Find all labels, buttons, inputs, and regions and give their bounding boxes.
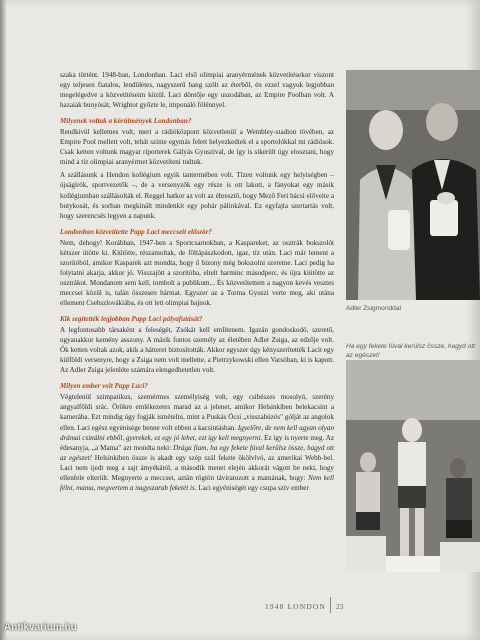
interview-question: Milyen ember volt Papp Laci? bbox=[60, 382, 148, 391]
quote-text: Igyelőre, de nem kell ugyan olyan drámai csinálni ebből, gyerekek, ez egy jó lehet, ezt így kell megnyerni. bbox=[60, 423, 335, 442]
interview-question: Kik segítették legjobban Papp Laci pályafutását? bbox=[60, 315, 203, 324]
paragraph-text: Helsinkiben össze is akadt egy szép szál fekete ökölvívó, az amerikai Webb-bel. Laci nem ijedt meg a sajt ámyékától, a második menet elején akkorát vágott be neki, hogy ellenfele elterült. Megnyerte a meccset, aztán rögtön táviratozott a mamának, hogy: bbox=[60, 453, 334, 482]
quote-text: Drága fiam, ha egy fekete fúval kerülsz össze, hagyd ott az egészet! bbox=[60, 443, 334, 462]
interview-question: Milyenek voltak a körülmények Londonban? bbox=[60, 117, 192, 126]
photo-caption: Adler Zsigmonddal bbox=[346, 305, 401, 312]
footer-divider bbox=[330, 597, 331, 613]
page-gutter bbox=[0, 0, 6, 640]
photo-illustration bbox=[346, 70, 480, 300]
paragraph: A szállásunk a Hendon kollégium egyik tantermében volt. Tízen voltunk egy helyiségben – újságírók, sportvezetők –, de a versenyzők egy része is ott lakott, a fányokat egy másik kollégiumban szállásolták el. Reggel hatkor az volt az ébresztő, hogy Mező Feri bácsi előveite a butykosát, és sorban megkínált mindenkit egy pohár pálinkával. Ez egyfajta szertartás volt, hogy szerencsés legyen a napunk. bbox=[60, 171, 334, 220]
paragraph-text: Végtelenül szimpatikus, szemérmes személyiség volt, egy csibészes mosolyú, szerény angyalföldi srác. Örökre emlékezetes marad az a jelenet, amikor Helsinkiben belekacsint a kamerába. Ezt mindig úgy fogják ismételni, mint a Puskás Öcsi „visszahúzós" gólját az angolok ellen. Laci egész egyénisége benne volt ebben a kacsintásban. bbox=[60, 393, 334, 432]
watermark-logo: Antikvarium.hu bbox=[4, 622, 77, 633]
paragraph: Nem, dehogy! Korábban, 1947-ben a Sportcsarnokban, a Kaspareket, az osztrák bokszolót kétszer ütötte ki. Kiütötte, részamoltak, de föltápászkodott, igaz, tíz után. Laci már lement a szorítóból, amikor Kasparek azt mondta, hogy ő bizony még bokszolni szeretne. Laci pedig ha folytatni akarja, akkor jó. Visszajött a szorítóba, eltelt harminc másodperc, és újra kiütötte az osztrákot. Mondanom sem kell, tombolt a publikum... És közvetítettem a nagyon kevés vesztes meccsei közül is, talán összesen hármat. Egyszer az a Torma Gyuszi verte meg, aki utána ellement Csehszlovákiába, és ott lett olimpiai bajnok. bbox=[60, 238, 334, 307]
paragraph: szaka történt. 1948-ban, Londonban. Laci első olimpiai aranyérmének közvetítésekor viszont egy teljesen fiatalos, lendületes, nagyszerű hang szólt az éterből, én ezzel vagyok legjobban megelégedve a közvetítéseim közül. Laci döntője egy uszodában, az Empire Poolban volt. A hazaiak bunyósát, Wrightot győzte le, imponáló fölénnyel. bbox=[60, 71, 334, 110]
photo-two-men bbox=[346, 70, 480, 300]
quote-text: Nem kell félni, mama, megvertem a nagyszarab feketét is. bbox=[60, 473, 334, 492]
running-footer-title: 1948 LONDON bbox=[264, 602, 326, 611]
paragraph-text: Ez így is nyerte meg. Az édesanyja, „a Mama" azt mondta neki: bbox=[60, 433, 334, 452]
interview-question: Londonban közvetítette Papp Laci meccseit először? bbox=[60, 227, 212, 236]
photo-boxing-podium bbox=[346, 360, 480, 572]
photo-caption: Ha egy fekete fúval kerülsz össze, hagyd ott az egészet! bbox=[346, 343, 476, 359]
paragraph bbox=[60, 392, 334, 492]
paragraph: A legfontosabb társaként a feleségét, Zsókát kell említenem. Igazán gondoskodó, szerető, ugyanakkor kemény asszony. A másik fontos személy az életében Adler Zsiga, az edzője volt. Ők ketten voltak azok, akik a hátteret biztosították. Akkor egyszer úgy kényszerítették Lacit egy külföldi versenyre, hogy a Zsiga nem volt mellette, a Pietrzykowski ellen Varsóban, ki is kapott. Az Adler Zsiga jelenléte számára elengedhetetlen volt. bbox=[60, 326, 334, 375]
paragraph-text: Laci egyéniségét egy csupa szív ember bbox=[196, 483, 309, 492]
paragraph: Rendkívül kellemes volt, mert a rádióközpont közvetlenül a Wembley-stadion tövében, az Empire Pool mellett volt, tehát szinte egymás felett helyezkedtek el a sportolókkal mi rádiósok. Csak ketten voltunk magyar riporterek Gályás Gyuszival, de így is sikerült úgy elosztani, hogy mind a tíz olimpiai aranyérmet közvetíteni tudtuk. bbox=[60, 128, 334, 167]
photo-illustration bbox=[346, 360, 480, 572]
page-number: 23 bbox=[336, 602, 344, 611]
article-body bbox=[60, 70, 334, 496]
